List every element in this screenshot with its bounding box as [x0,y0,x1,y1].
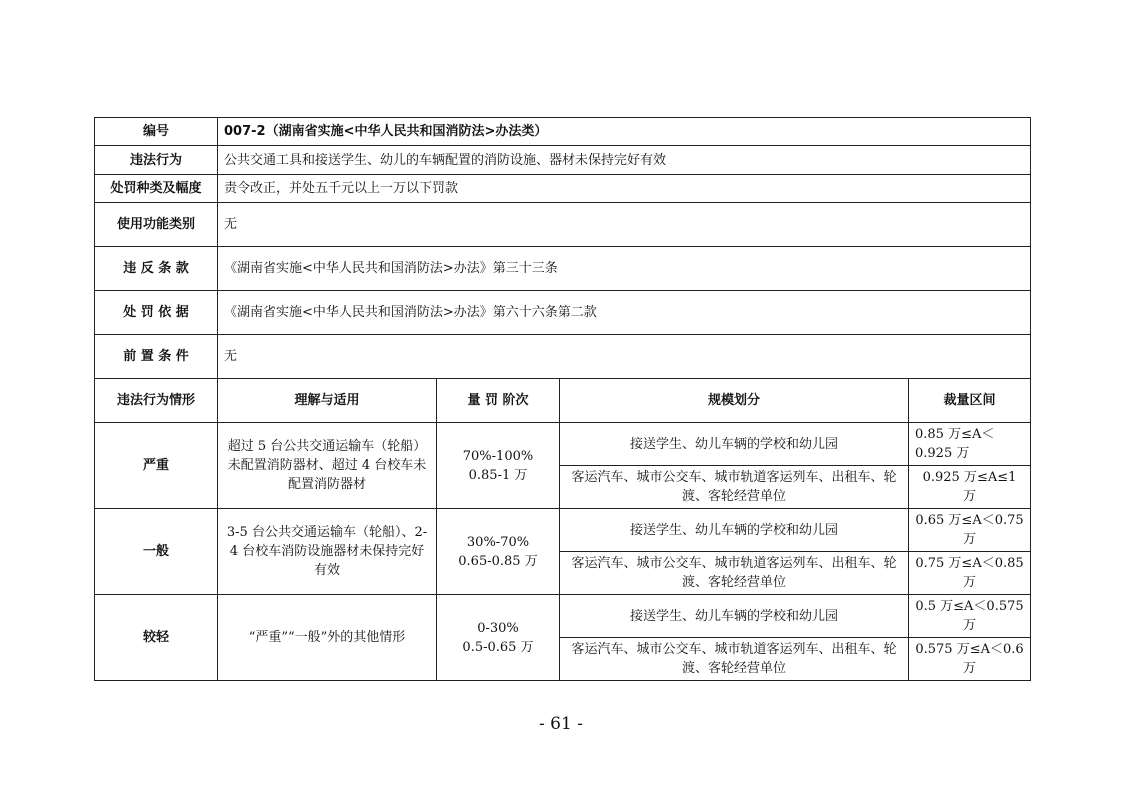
basis-row [95,291,1031,335]
table-row [95,423,1031,466]
clause-value: 《湖南省实施<中华人民共和国消防法>办法》第三十三条 [218,247,1031,291]
rate-percent: 0-30% [477,620,519,636]
rate-amount: 0.5-0.65 万 [462,639,534,655]
range-cell: 0.575 万≤A＜0.6 万 [909,638,1031,681]
clause-label: 违 反 条 款 [95,247,218,291]
code-label: 编号 [95,118,218,146]
rate-amount: 0.65-0.85 万 [458,553,538,569]
scale-schools: 接送学生、幼儿车辆的学校和幼儿园 [560,595,909,638]
code-row [95,118,1031,146]
header-scale: 规模划分 [560,379,909,423]
table-row [95,509,1031,552]
function-value: 无 [218,203,1031,247]
rate-percent: 30%-70% [466,534,530,550]
violation-value: 公共交通工具和接送学生、幼儿的车辆配置的消防设施、器材未保持完好有效 [218,146,1031,175]
header-rate: 量 罚 阶次 [437,379,560,423]
header-range: 裁量区间 [909,379,1031,423]
level-severe: 严重 [95,423,218,509]
rate-mild [437,595,560,681]
range-cell: 0.85 万≤A＜0.925 万 [909,423,1031,466]
table-row [95,595,1031,638]
scale-schools: 接送学生、幼儿车辆的学校和幼儿园 [560,423,909,466]
grid-header-row [95,379,1031,423]
understanding-mild: “严重”“一般”外的其他情形 [218,595,437,681]
basis-value: 《湖南省实施<中华人民共和国消防法>办法》第六十六条第二款 [218,291,1031,335]
penalty-table [94,117,1031,681]
precondition-label: 前 置 条 件 [95,335,218,379]
range-cell: 0.5 万≤A＜0.575 万 [909,595,1031,638]
penalty-row [95,175,1031,203]
clause-row [95,247,1031,291]
function-label: 使用功能类别 [95,203,218,247]
penalty-label: 处罚种类及幅度 [95,175,218,203]
scale-schools: 接送学生、幼儿车辆的学校和幼儿园 [560,509,909,552]
range-cell: 0.75 万≤A＜0.85 万 [909,552,1031,595]
function-row [95,203,1031,247]
scale-transport: 客运汽车、城市公交车、城市轨道客运列车、出租车、轮渡、客轮经营单位 [560,552,909,595]
level-general: 一般 [95,509,218,595]
violation-label: 违法行为 [95,146,218,175]
rate-percent: 70%-100% [462,448,534,464]
header-situation: 违法行为情形 [95,379,218,423]
level-mild: 较轻 [95,595,218,681]
understanding-general: 3-5 台公共交通运输车（轮船）、2-4 台校车消防设施器材未保持完好有效 [218,509,437,595]
rate-severe [437,423,560,509]
scale-transport: 客运汽车、城市公交车、城市轨道客运列车、出租车、轮渡、客轮经营单位 [560,466,909,509]
rate-general [437,509,560,595]
rate-amount: 0.85-1 万 [468,467,528,483]
penalty-value: 责令改正，并处五千元以上一万以下罚款 [218,175,1031,203]
page-number: - 61 - [539,714,583,734]
basis-label: 处 罚 依 据 [95,291,218,335]
precondition-row [95,335,1031,379]
scale-transport: 客运汽车、城市公交车、城市轨道客运列车、出租车、轮渡、客轮经营单位 [560,638,909,681]
violation-row [95,146,1031,175]
code-value: 007-2（湖南省实施<中华人民共和国消防法>办法类） [218,118,1031,146]
understanding-severe: 超过 5 台公共交通运输车（轮船）未配置消防器材、超过 4 台校车未配置消防器材 [218,423,437,509]
precondition-value: 无 [218,335,1031,379]
range-cell: 0.925 万≤A≤1 万 [909,466,1031,509]
range-cell: 0.65 万≤A＜0.75 万 [909,509,1031,552]
header-understanding: 理解与适用 [218,379,437,423]
